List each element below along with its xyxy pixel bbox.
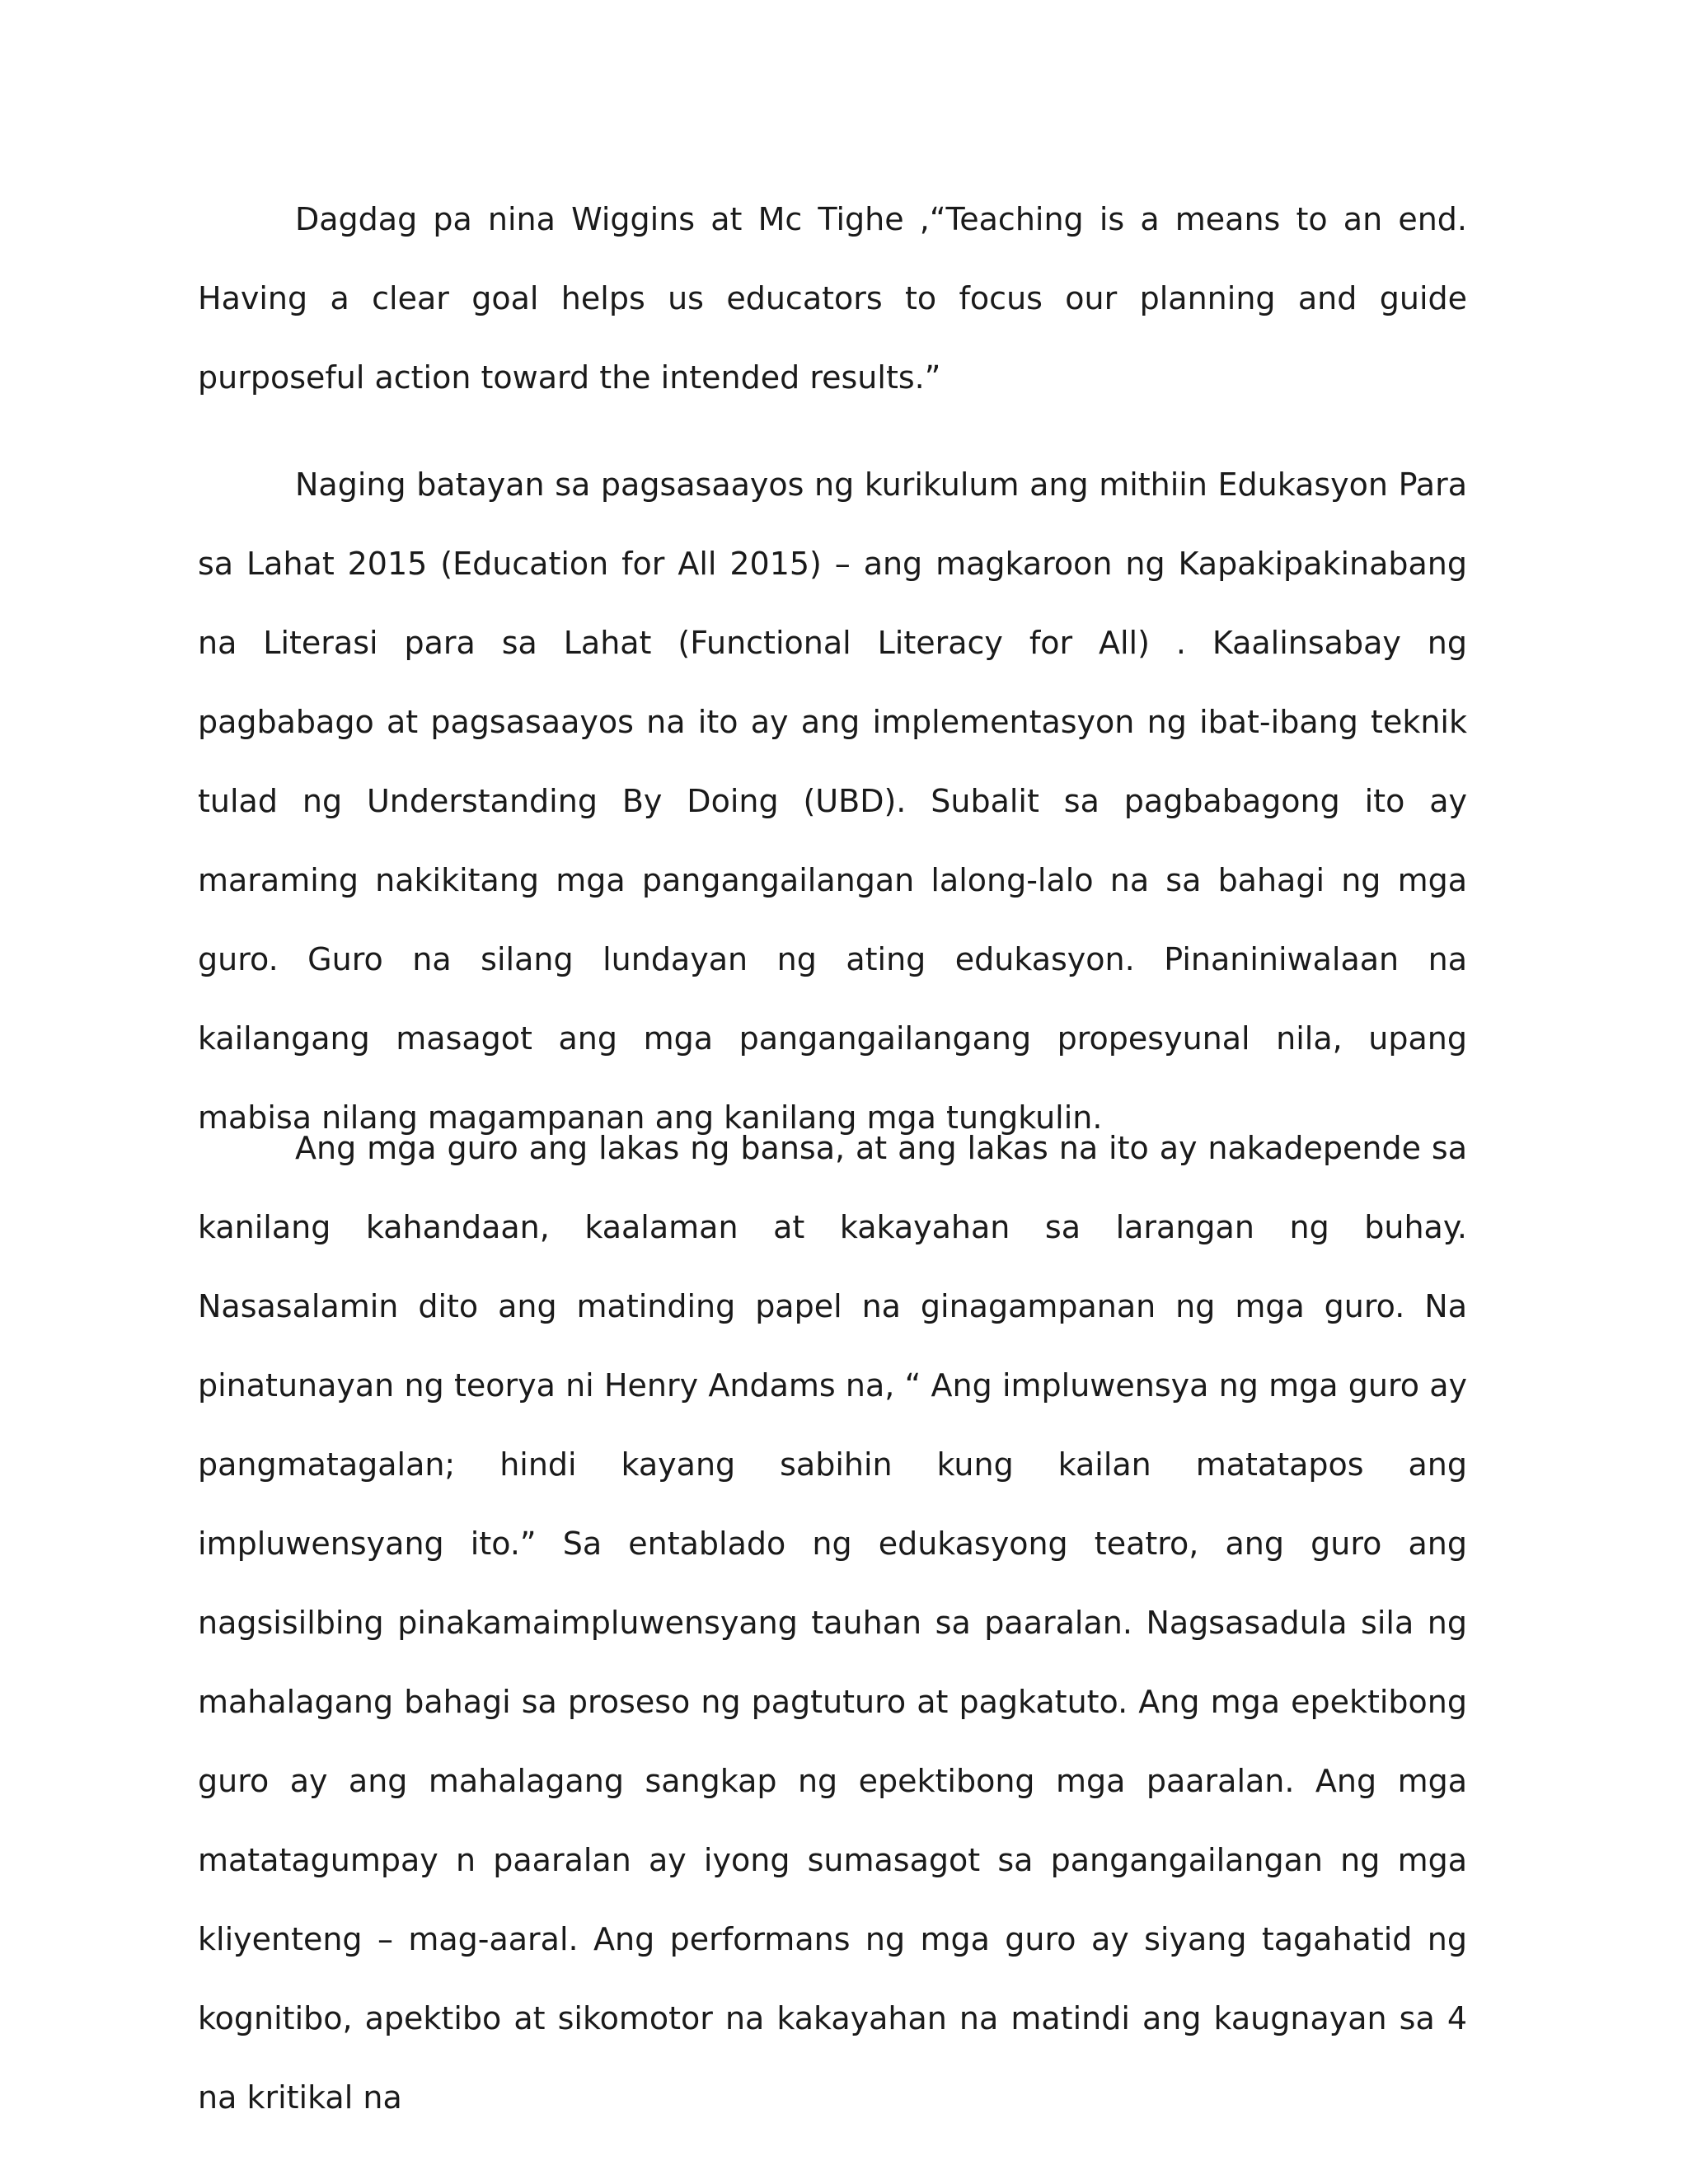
paragraph-1: Dagdag pa nina Wiggins at Mc Tighe ,“Teaching is a means to an end. Having a clear goal helps us educators to focus our planning and guide purposeful action toward the intended results.” (198, 201, 1467, 396)
paragraph-3: Ang mga guro ang lakas ng bansa, at ang lakas na ito ay nakadepende sa kanilang kahandaan, kaalaman at kakayahan sa larangan ng buhay. Nasasalamin dito ang matinding papel na ginagampanan ng mga guro. Na pinatunayan ng teorya ni Henry Andams na, “ Ang impluwensya ng mga guro ay pangmatagalan; hindi kayang sabihin kung kailan matatapos ang impluwensyang ito.” Sa entablado ng edukasyong teatro, ang guro ang nagsisilbing pinakamaimpluwensyang tauhan sa paaralan. Nagsasadula sila ng mahalagang bahagi sa proseso ng pagtuturo at pagkatuto. Ang mga epektibong guro ay ang mahalagang sangkap ng epektibong mga paaralan. Ang mga matatagumpay n paaralan ay iyong sumasagot sa pangangailangan ng mga kliyenteng – mag-aaral. Ang performans ng mga guro ay siyang tagahatid ng kognitibo, apektibo at sikomotor na kakayahan na matindi ang kaugnayan sa 4 na kritikal na (198, 1130, 1467, 2116)
paragraph-2: Naging batayan sa pagsasaayos ng kurikulum ang mithiin Edukasyon Para sa Lahat 2015 (Education for All 2015) – ang magkaroon ng Kapakipakinabang na Literasi para sa Lahat (Functional Literacy for All) . Kaalinsabay ng pagbabago at pagsasaayos na ito ay ang implementasyon ng ibat-ibang teknik tulad ng Understanding By Doing (UBD). Subalit sa pagbabagong ito ay maraming nakikitang mga pangangailangan lalong-lalo na sa bahagi ng mga guro. Guro na silang lundayan ng ating edukasyon. Pinaniniwalaan na kailangang masagot ang mga pangangailangang propesyunal nila, upang mabisa nilang magampanan ang kanilang mga tungkulin. (198, 466, 1467, 1136)
